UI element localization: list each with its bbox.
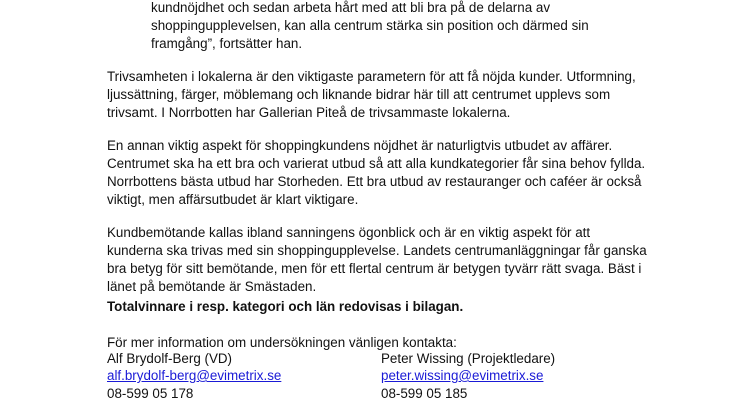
quote-line: kundnöjdhet och sedan arbeta hårt med att bli bra på de delarna av bbox=[151, 0, 551, 15]
paragraph-line: kunderna ska trivas med sin shoppingupplevelse. Landets centrumanläggningar får ganska bbox=[107, 243, 647, 258]
contact-email-link[interactable]: alf.brydolf-berg@evimetrix.se bbox=[107, 368, 282, 383]
contact-phone: 08-599 05 178 bbox=[107, 386, 194, 401]
paragraph-line: viktigt, men affärsutbudet är klart viktigare. bbox=[107, 192, 359, 207]
paragraph-line: Kundbemötande kallas ibland sanningens ögonblick och är en viktig aspekt för att bbox=[107, 225, 591, 240]
paragraph-line: Norrbottens bästa utbud har Storheden. Ett bra utbud av restauranger och caféer är också bbox=[107, 174, 642, 189]
paragraph-line: trivsamt. I Norrbotten har Gallerian Piteå de trivsammaste lokalerna. bbox=[107, 105, 511, 120]
contact-name: Alf Brydolf-Berg (VD) bbox=[107, 351, 233, 366]
contact-intro: För mer information om undersökningen vänligen kontakta: bbox=[107, 335, 457, 350]
paragraph-line: Centrumet ska ha ett bra och varierat utbud så att alla kundkategorier får sina behov fyllda. bbox=[107, 156, 646, 171]
contact-email-link[interactable]: peter.wissing@evimetrix.se bbox=[381, 368, 544, 383]
paragraph-line: bra betyg för sitt bemötande, men för ett flertal centrum är betygen tyvärr rätt svaga. Bäst i bbox=[107, 261, 642, 276]
paragraph-line: länet på bemötande är Smästaden. bbox=[107, 279, 317, 294]
quote-line: shoppingupplevelsen, kan alla centrum stärka sin position och därmed sin bbox=[151, 18, 589, 33]
paragraph-line: Trivsamheten i lokalerna är den viktigaste parametern för att få nöjda kunder. Utformning, bbox=[107, 69, 636, 84]
contact-phone: 08-599 05 185 bbox=[381, 386, 468, 401]
contact-name: Peter Wissing (Projektledare) bbox=[381, 351, 556, 366]
paragraph-line: ljussättning, färger, möblemang och liknande bidrar här till att centrumet upplevs som bbox=[107, 87, 611, 102]
paragraph-line: En annan viktig aspekt för shoppingkundens nöjdhet är naturligtvis utbudet av affärer. bbox=[107, 138, 613, 153]
summary-heading: Totalvinnare i resp. kategori och län redovisas i bilagan. bbox=[107, 299, 464, 314]
quote-line: framgång”, fortsätter han. bbox=[151, 36, 303, 51]
